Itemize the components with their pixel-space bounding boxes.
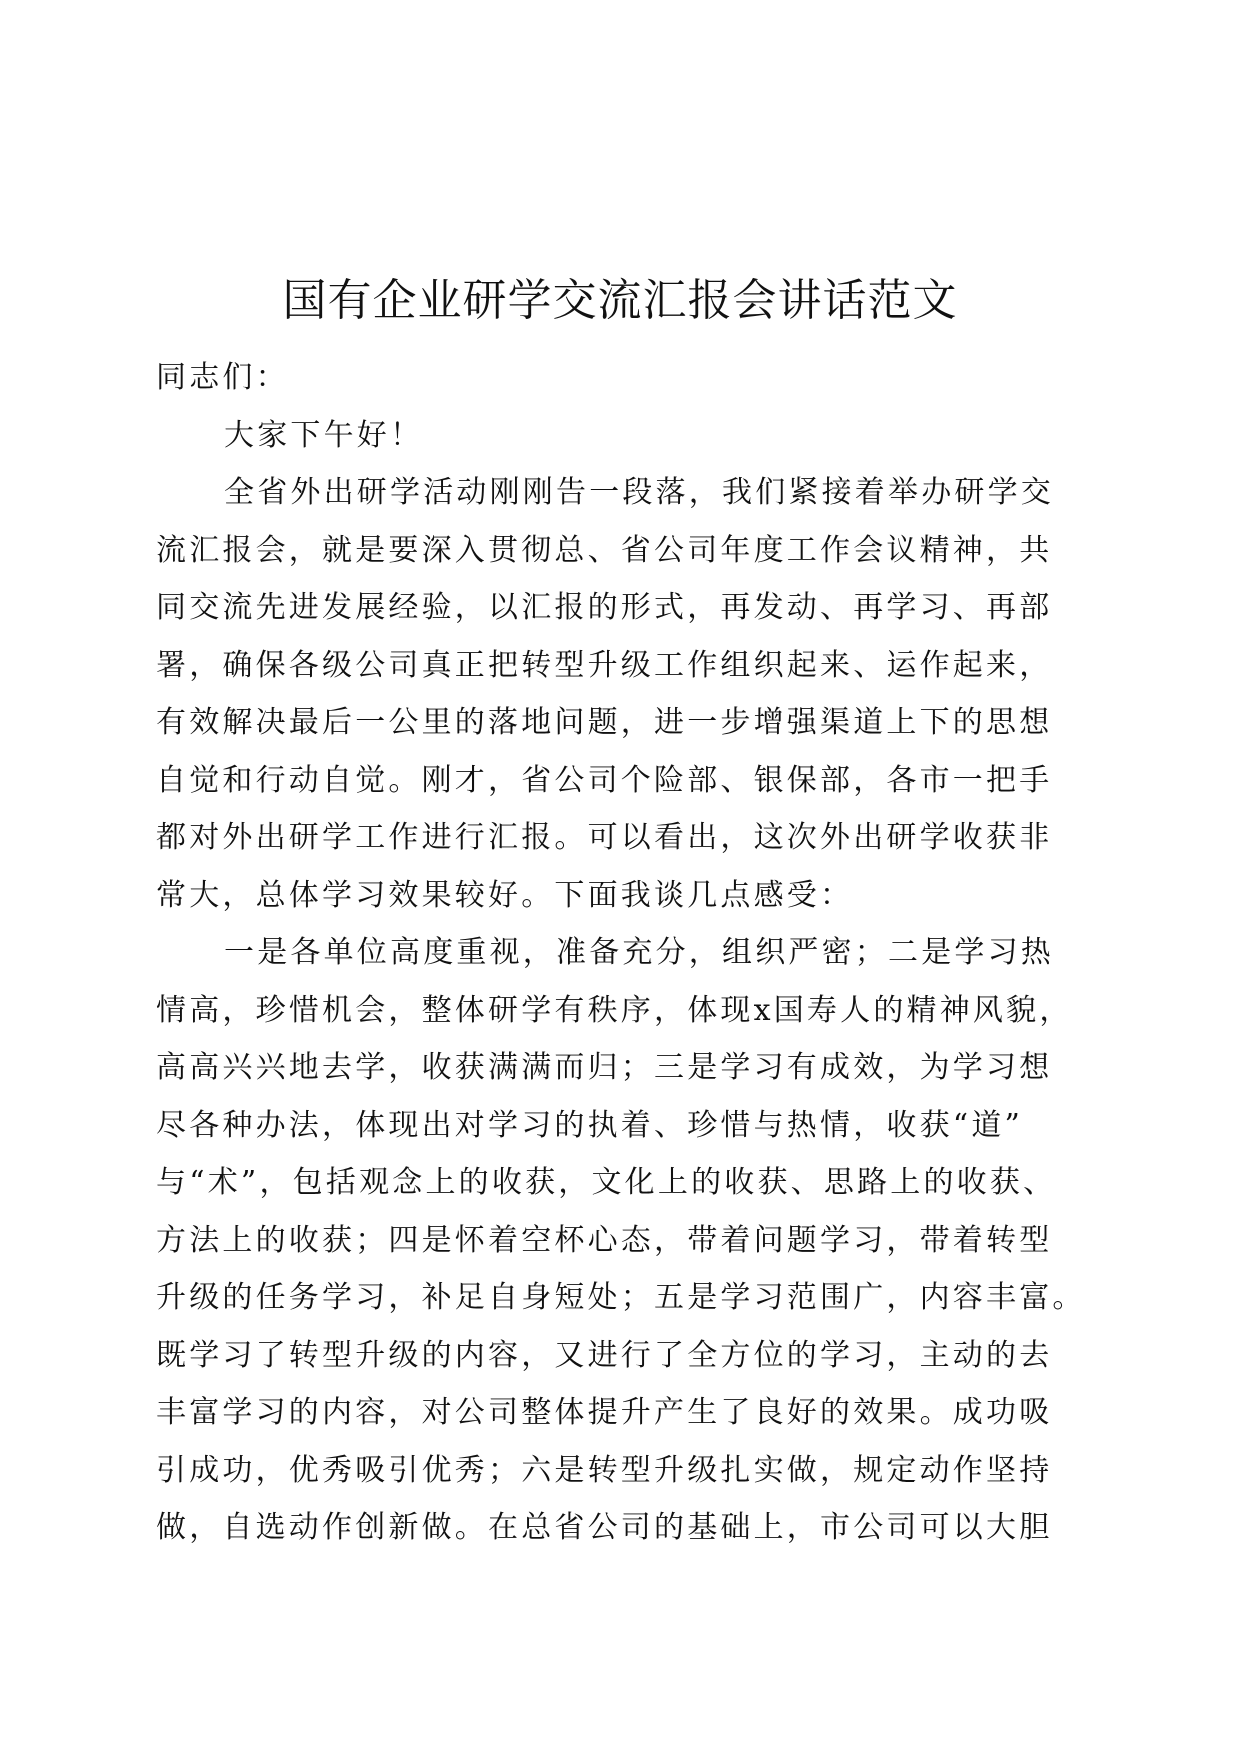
text-line: 自觉和行动自觉。刚才，省公司个险部、银保部，各市一把手 bbox=[156, 762, 1053, 798]
text-line: 尽各种办法，体现出对学习的执着、珍惜与热情，收获“道” bbox=[156, 1107, 1024, 1143]
text-line: 高高兴兴地去学，收获满满而归；三是学习有成效，为学习想 bbox=[156, 1050, 1053, 1085]
text-line: 方法上的收获；四是怀着空杯心态，带着问题学习，带着转型 bbox=[156, 1222, 1053, 1258]
text-line: 既学习了转型升级的内容，又进行了全方位的学习，主动的去 bbox=[156, 1337, 1053, 1373]
text-line: 全省外出研学活动刚刚告一段落，我们紧接着举办研学交 bbox=[224, 475, 1054, 510]
document-body bbox=[156, 349, 1086, 1557]
text-line: 丰富学习的内容，对公司整体提升产生了良好的效果。成功吸 bbox=[156, 1395, 1053, 1430]
text-line: 署，确保各级公司真正把转型升级工作组织起来、运作起来， bbox=[156, 647, 1053, 683]
text-line: 流汇报会，就是要深入贯彻总、省公司年度工作会议精神，共 bbox=[156, 532, 1053, 568]
text-line: 引成功，优秀吸引优秀；六是转型升级扎实做，规定动作坚持 bbox=[156, 1452, 1053, 1488]
text-line: 同交流先进发展经验，以汇报的形式，再发动、再学习、再部 bbox=[156, 590, 1053, 625]
text-line: 常大，总体学习效果较好。下面我谈几点感受： bbox=[156, 877, 854, 913]
text-line: 情高，珍惜机会，整体研学有秩序，体现x国寿人的精神风貌， bbox=[156, 992, 1073, 1028]
text-line: 大家下午好！ bbox=[224, 417, 424, 453]
document-title: 国有企业研学交流汇报会讲话范文 bbox=[282, 275, 958, 326]
text-line: 都对外出研学工作进行汇报。可以看出，这次外出研学收获非 bbox=[156, 820, 1053, 855]
text-line: 与“术”，包括观念上的收获，文化上的收获、思路上的收获、 bbox=[156, 1165, 1057, 1200]
text-line: 有效解决最后一公里的落地问题，进一步增强渠道上下的思想 bbox=[156, 705, 1053, 740]
text-line: 升级的任务学习，补足自身短处；五是学习范围广，内容丰富。 bbox=[156, 1280, 1086, 1315]
text-line: 做，自选动作创新做。在总省公司的基础上，市公司可以大胆 bbox=[156, 1510, 1053, 1545]
text-line: 一是各单位高度重视，准备充分，组织严密；二是学习热 bbox=[224, 935, 1054, 970]
text-line: 同志们： bbox=[156, 360, 289, 395]
